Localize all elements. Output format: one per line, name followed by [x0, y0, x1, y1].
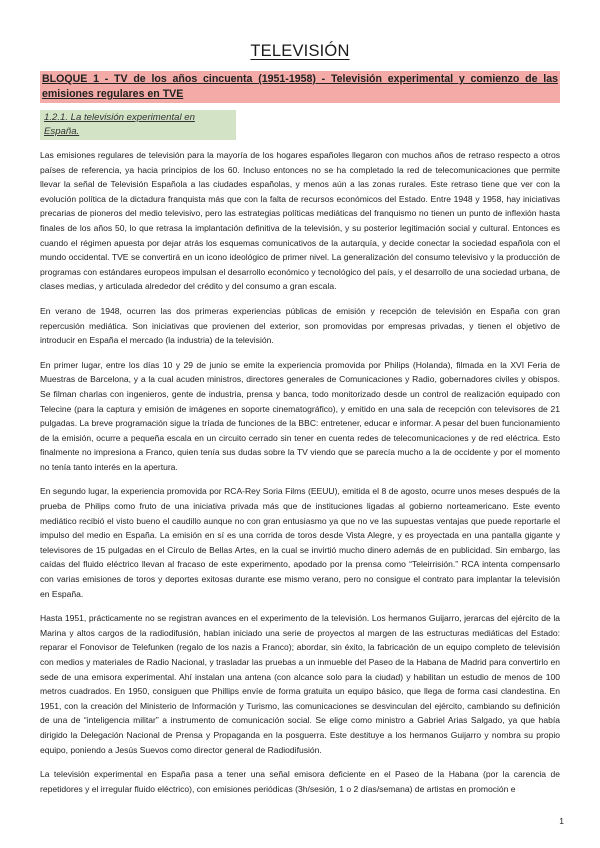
paragraph-philips: En primer lugar, entre los días 10 y 29 de junio se emite la experiencia promovida por Philips (Holanda), filmada en la XVI Feria de Muestras de Barcelona, y a la cual acuden ministros, directores generales de Comunicaciones y Radio, gobernadores civiles y obispos. Se filman charlas con ingenieros, gente de industria, prensa y banca, todo monitorizado desde un control de realización equipado con Telecine (para la captura y emisión de imágenes en soporte cinematográfico), y emitido en una sala de recepción con televisores de 21 pulgadas. La breve programación sigue la tríada de funciones de la BBC: entretener, educar e informar. A pesar del buen funcionamiento de la emisión, ocurre a pequeña escala en un circuito cerrado sin tener en cuenta redes de telecomunicaciones y de red eléctrica. Esto finalmente no impresiona a Franco, quien tenía sus dudas sobre la TV viendo que se parecía mucho a la de occidente y por el momento no tenía tanto interés en la apertura.: [40, 359, 560, 472]
paragraph-rca: En segundo lugar, la experiencia promovida por RCA-Rey Soria Films (EEUU), emitida el 8 de agosto, ocurre unos meses después de la prueba de Philips como fruto de una iniciativa privada más que de instituciones ligadas al gobierno norteamericano. Este evento mediático recibió el visto bueno el caudillo aunque no con gran entusiasmo ya que no ve las supuestas ventajas que puede reportarle el impulso del medio en España. La emisión en sí es una corrida de toros desde Vista Alegre, y es proyectada en una pantalla gigante y televisores de 15 pulgadas en el Círculo de Bellas Artes, en la cual se invirtió mucho dinero además de en publicidad. Sin embargo, las caídas del fluido eléctrico llevan al fracaso de este experimento, apodado por la prensa como “Teleirrisión.” RCA intenta compensarlo con varias emisiones de toros y deportes exitosas durante ese mismo verano, pero no consigue el contrato para implantar la televisión en España.: [40, 486, 560, 599]
section-heading: 1.2.1. La televisión experimental en España.: [40, 110, 236, 140]
paragraph-experimental-tv: La televisión experimental en España pasa a tener una señal emisora deficiente en el Paseo de la Habana (por la carencia de repetidores y el irregular fluido eléctrico), con emisiones periódicas (3h/sesión, 1 o 2 días/semana) de artistas en promoción e: [40, 769, 560, 794]
document-title: TELEVISIÓN: [250, 42, 350, 60]
paragraph-summer-1948: En verano de 1948, ocurren las dos primeras experiencias públicas de emisión y recepción de televisión en España con gran repercusión mediática. Son iniciativas que provienen del exterior, son promovidas por empresas privadas, y tienen el objetivo de introducir en España el mercado (la industria) de la televisión.: [40, 305, 560, 346]
paragraph-intro: Las emisiones regulares de televisión para la mayoría de los hogares españoles llegaron con muchos años de retraso respecto a otros países de referencia, ya hacia principios de los 60. Incluso entonces no se ha completado la red de telecomunicaciones que permite llevar la señal de Televisión Española a las ciudades españolas, y menos aún a las zonas rurales. Este retraso tiene que ver con la evolución política de la dictadura franquista más que con la falta de recursos económicos del Estado. Entre 1948 y 1958, hay iniciativas precarias de pioneros del medio televisivo, pero las estrategias políticas mediáticas del franquismo no tienen un punto de inflexión hasta finales de los años 50, lo que retrasa la implantación definitiva de la televisión, y su posterior legitimación social y cultural. Entonces es cuando el régimen apuesta por dejar atrás los esquemas comunicativos de la autarquía, y decide conectar la sociedad española con el mundo occidental. TVE se convertirá en un icono ideológico de primer nivel. La generalización del consumo televisivo y la producción de programas con estándares europeos impulsan el desarrollo económico y tecnológico del país, y el desarrollo de una sociedad urbana, de clases medias, y articulada alrededor del crédito y del consumo a gran escala.: [40, 150, 560, 292]
page-number: 1: [559, 816, 564, 826]
block-heading: BLOQUE 1 - TV de los años cincuenta (1951-1958) - Televisión experimental y comienzo de las emisiones regulares en TVE: [40, 71, 560, 103]
paragraph-guijarro: Hasta 1951, prácticamente no se registran avances en el experimento de la televisión. Los hermanos Guijarro, jerarcas del ejército de la Marina y altos cargos de la radiodifusión, habían iniciado una serie de proyectos al margen de las estructuras mediáticas del Estado: reparar el Fonovisor de Telefunken (regalo de los nazis a Franco); abordar, sin éxito, la fabricación de un equipo completo de televisión con medios y materiales de Radio Nacional, y trasladar las pruebas a un inmueble del Paseo de la Habana de Madrid para convertirlo en sede de una emisora experimental. Ahí instalan una antena (con alcance solo para la ciudad) y habilitan un estudio de menos de 100 metros cuadrados. En 1950, consiguen que Phillips envíe de forma gratuita un equipo básico, que llega de forma casi clandestina. En 1951, con la creación del Ministerio de Información y Turismo, las comunicaciones se desvinculan del ejército, cambiando su definición de una de “inteligencia militar” a instrumento de comunicación social. Se elige como ministro a Gabriel Arias Salgado, ya que había dirigido la Delegación Nacional de Prensa y Propaganda en la posguerra. Este destituye a los hermanos Guijarro y nombra su propio equipo, poniendo a Jesús Suevos como director general de Radiodifusión.: [40, 613, 560, 755]
